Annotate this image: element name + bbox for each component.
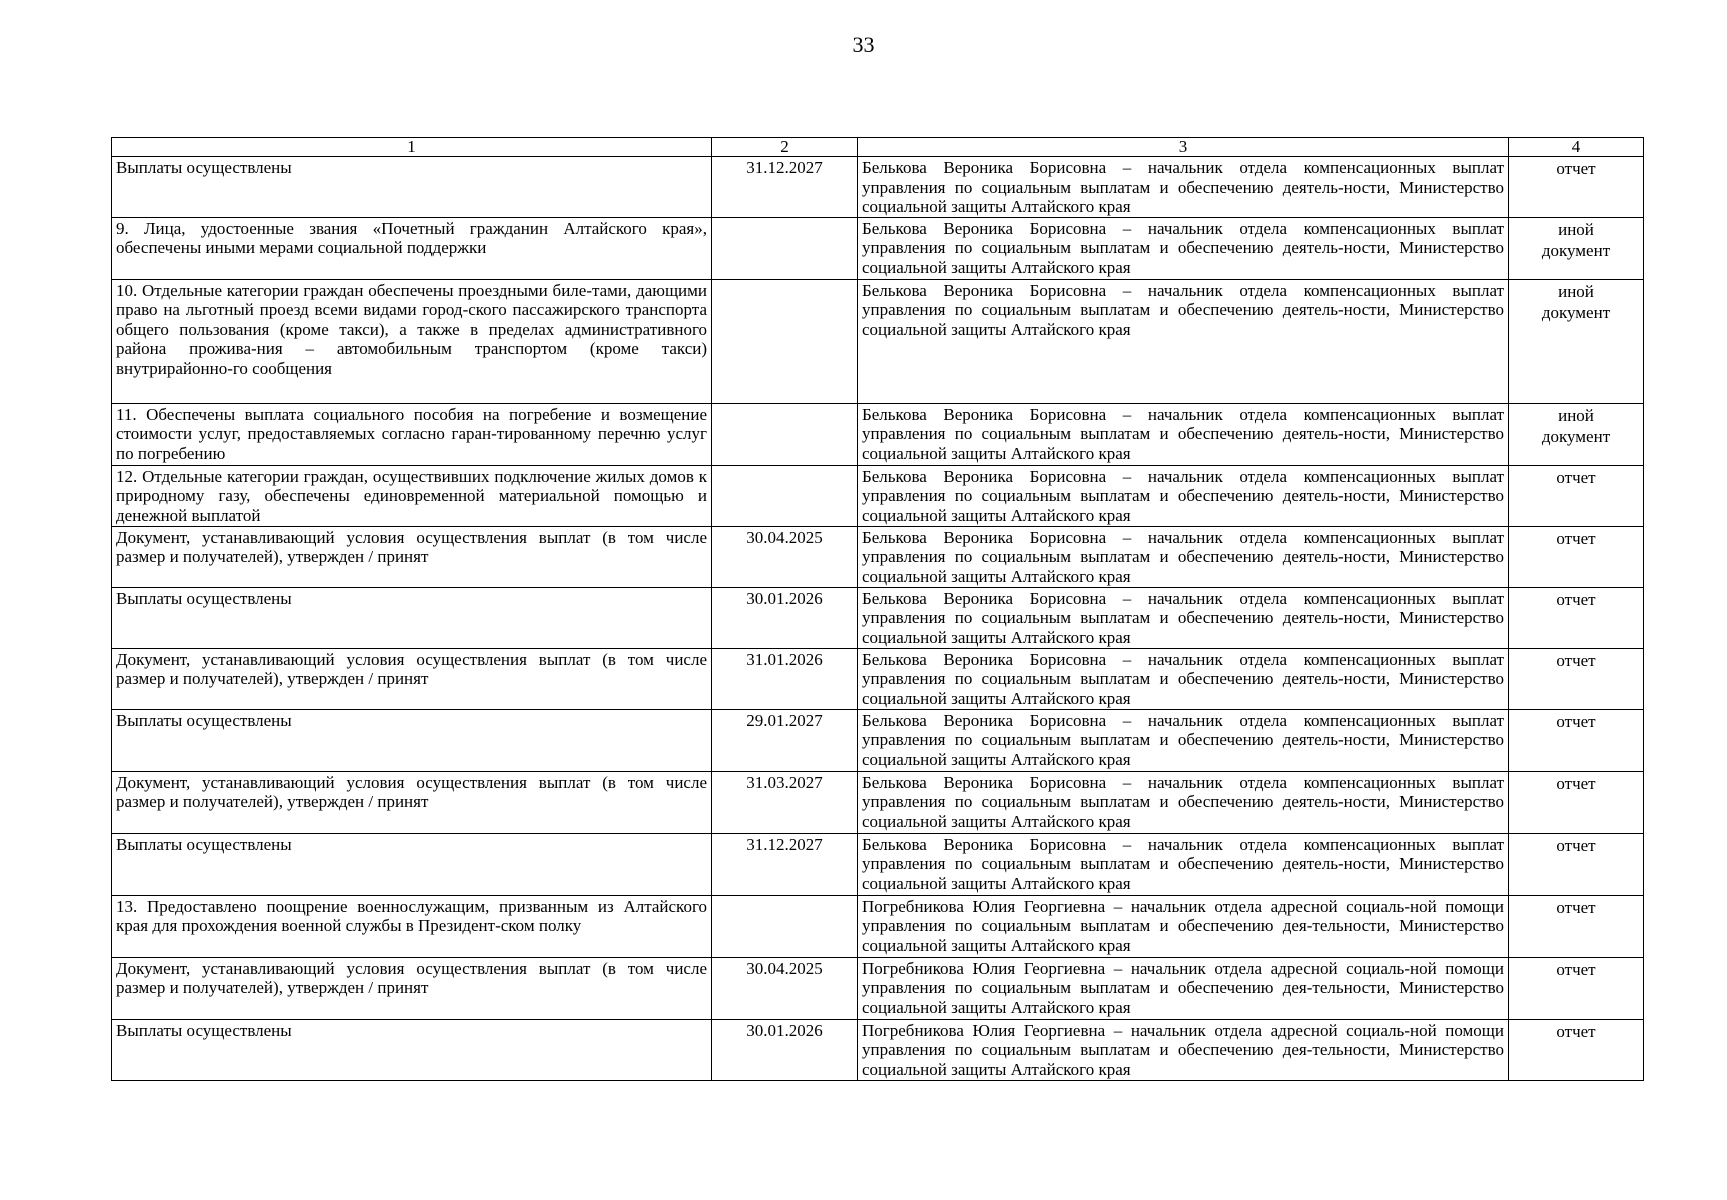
column-header-3: 3: [858, 138, 1509, 157]
document-type: отчет: [1556, 711, 1596, 731]
table-row: [112, 587, 1644, 648]
document-type: отчет: [1556, 528, 1596, 548]
document-type: отчет: [1556, 773, 1596, 793]
deadline-date: [712, 279, 858, 403]
responsible-person: Белькова Вероника Борисовна – начальник отдела компенсационных выплат управления по социальным выплатам и обеспечению деятель-ности, Министерство социальной защиты Алтайского края: [858, 465, 1509, 526]
table-row: [112, 709, 1644, 771]
deadline-date: [712, 403, 858, 465]
responsible-person: Белькова Вероника Борисовна – начальник отдела компенсационных выплат управления по социальным выплатам и обеспечению деятель-ности, Министерство социальной защиты Алтайского края: [858, 526, 1509, 587]
table-row: [112, 771, 1644, 833]
responsible-person: Белькова Вероника Борисовна – начальник отдела компенсационных выплат управления по социальным выплатам и обеспечению деятель-ности, Министерство социальной защиты Алтайского края: [858, 587, 1509, 648]
responsible-person: Погребникова Юлия Георгиевна – начальник отдела адресной социаль-ной помощи управления по социальным выплатам и обеспечению дея-тельности, Министерство социальной защиты Алтайского края: [858, 1019, 1509, 1080]
deadline-date: 30.04.2025: [712, 526, 858, 587]
event-description: Выплаты осуществлены: [112, 1019, 712, 1080]
event-description: 11. Обеспечены выплата социального пособия на погребение и возмещение стоимости услуг, предоставляемых согласно гаран-тированному перечню услуг по погребению: [112, 403, 712, 465]
document-type: отчет: [1556, 589, 1596, 609]
table-header-row: [112, 138, 1644, 157]
deadline-date: [712, 465, 858, 526]
deadline-date: 30.01.2026: [712, 1019, 858, 1080]
table-row: [112, 833, 1644, 895]
deadline-date: 31.01.2026: [712, 648, 858, 709]
table-row: [112, 957, 1644, 1019]
column-header-1: 1: [112, 138, 712, 157]
document-type: отчет: [1556, 835, 1596, 855]
responsible-person: Белькова Вероника Борисовна – начальник отдела компенсационных выплат управления по социальным выплатам и обеспечению деятель-ности, Министерство социальной защиты Алтайского края: [858, 648, 1509, 709]
page-number: 33: [852, 32, 875, 57]
document-type: иной документ: [1541, 281, 1611, 322]
event-description: Документ, устанавливающий условия осуществления выплат (в том числе размер и получателей), утвержден / принят: [112, 957, 712, 1019]
document-type: отчет: [1556, 159, 1596, 178]
deadline-date: 30.01.2026: [712, 587, 858, 648]
document-type: отчет: [1556, 897, 1596, 917]
responsible-person: Белькова Вероника Борисовна – начальник отдела компенсационных выплат управления по социальным выплатам и обеспечению деятель-ности, Министерство социальной защиты Алтайского края: [858, 833, 1509, 895]
deadline-date: [712, 217, 858, 279]
document-type: отчет: [1556, 1021, 1596, 1041]
responsible-person: Белькова Вероника Борисовна – начальник отдела компенсационных выплат управления по социальным выплатам и обеспечению деятель-ности, Министерство социальной защиты Алтайского края: [858, 709, 1509, 771]
event-description: Выплаты осуществлены: [112, 709, 712, 771]
table-row: [112, 279, 1644, 403]
deadline-date: 31.12.2027: [712, 833, 858, 895]
table-row: [112, 895, 1644, 957]
table-row: [112, 1019, 1644, 1080]
table-row: [112, 157, 1644, 218]
event-description: 9. Лица, удостоенные звания «Почетный гражданин Алтайского края», обеспечены иными мерами социальной поддержки: [112, 217, 712, 279]
document-type: отчет: [1556, 467, 1596, 487]
table-row: [112, 648, 1644, 709]
deadline-date: 29.01.2027: [712, 709, 858, 771]
responsible-person: Белькова Вероника Борисовна – начальник отдела компенсационных выплат управления по социальным выплатам и обеспечению деятель-ности, Министерство социальной защиты Алтайского края: [858, 771, 1509, 833]
column-header-4: 4: [1509, 138, 1644, 157]
responsible-person: Погребникова Юлия Георгиевна – начальник отдела адресной социаль-ной помощи управления по социальным выплатам и обеспечению дея-тельности, Министерство социальной защиты Алтайского края: [858, 957, 1509, 1019]
document-type: иной документ: [1541, 219, 1611, 260]
event-description: 12. Отдельные категории граждан, осуществивших подключение жилых домов к природному газу, обеспечены единовременной материальной помощью и денежной выплатой: [112, 465, 712, 526]
event-description: Выплаты осуществлены: [112, 157, 712, 218]
event-description: 10. Отдельные категории граждан обеспечены проездными биле-тами, дающими право на льготный проезд всеми видами город-ского пассажирского транспорта общего пользования (кроме такси), а также в пределах административного района прожива-ния – автомобильным транспортом (кроме такси) внутрирайонно-го сообщения: [112, 279, 712, 403]
event-description: Документ, устанавливающий условия осуществления выплат (в том числе размер и получателей), утвержден / принят: [112, 526, 712, 587]
document-type: иной документ: [1541, 405, 1611, 446]
deadline-date: 31.12.2027: [712, 157, 858, 218]
responsible-person: Белькова Вероника Борисовна – начальник отдела компенсационных выплат управления по социальным выплатам и обеспечению деятель-ности, Министерство социальной защиты Алтайского края: [858, 403, 1509, 465]
event-description: Документ, устанавливающий условия осуществления выплат (в том числе размер и получателей), утвержден / принят: [112, 648, 712, 709]
event-description: Выплаты осуществлены: [112, 587, 712, 648]
deadline-date: 30.04.2025: [712, 957, 858, 1019]
column-header-2: 2: [712, 138, 858, 157]
plan-table: [111, 137, 1644, 1081]
table-row: [112, 217, 1644, 279]
table-row: [112, 465, 1644, 526]
table-row: [112, 526, 1644, 587]
responsible-person: Погребникова Юлия Георгиевна – начальник отдела адресной социаль-ной помощи управления по социальным выплатам и обеспечению дея-тельности, Министерство социальной защиты Алтайского края: [858, 895, 1509, 957]
responsible-person: Белькова Вероника Борисовна – начальник отдела компенсационных выплат управления по социальным выплатам и обеспечению деятель-ности, Министерство социальной защиты Алтайского края: [858, 217, 1509, 279]
event-description: Выплаты осуществлены: [112, 833, 712, 895]
document-type: отчет: [1556, 959, 1596, 979]
event-description: Документ, устанавливающий условия осуществления выплат (в том числе размер и получателей), утвержден / принят: [112, 771, 712, 833]
deadline-date: 31.03.2027: [712, 771, 858, 833]
event-description: 13. Предоставлено поощрение военнослужащим, призванным из Алтайского края для прохождения военной службы в Президент-ском полку: [112, 895, 712, 957]
responsible-person: Белькова Вероника Борисовна – начальник отдела компенсационных выплат управления по социальным выплатам и обеспечению деятель-ности, Министерство социальной защиты Алтайского края: [858, 157, 1509, 218]
document-type: отчет: [1556, 650, 1596, 670]
deadline-date: [712, 895, 858, 957]
table-row: [112, 403, 1644, 465]
responsible-person: Белькова Вероника Борисовна – начальник отдела компенсационных выплат управления по социальным выплатам и обеспечению деятель-ности, Министерство социальной защиты Алтайского края: [858, 279, 1509, 403]
